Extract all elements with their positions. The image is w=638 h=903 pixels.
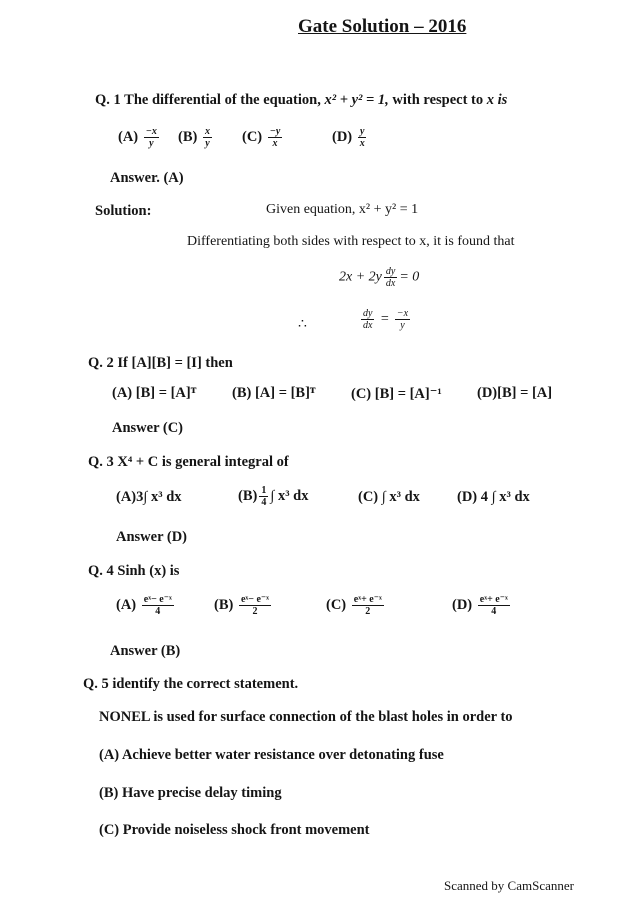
scanner-watermark: Scanned by CamScanner [444, 878, 574, 893]
q4-question: Q. 4 Sinh (x) is [88, 563, 180, 579]
q1-prefix: Q. 1 [95, 92, 121, 108]
q1-option-a [118, 126, 161, 149]
q4-option-a-num: eˣ− e⁻ˣ [143, 594, 172, 605]
q1-option-a-den: y [149, 138, 154, 149]
q4-option-d-den: 4 [491, 606, 497, 617]
eq2-den: dx [385, 278, 396, 289]
q4-option-c-den: 2 [365, 606, 371, 617]
q3-option-a: (A)3∫ x³ dx [116, 489, 182, 505]
eq3-equals: = [379, 311, 390, 327]
solution-equation-3 [359, 308, 412, 331]
q3-option-b-num: 1 [261, 485, 267, 496]
q1-option-b [178, 126, 214, 149]
q3-option-b-integral: ∫ x³ dx [270, 487, 309, 504]
q1-option-b-label: (B) [178, 128, 198, 145]
q4-option-b-den: 2 [252, 606, 258, 617]
solution-label: Solution: [95, 203, 152, 219]
q3-option-b-den: 4 [261, 497, 267, 508]
q3-option-c: (C) ∫ x³ dx [358, 489, 420, 505]
q3-option-b-label: (B) [238, 487, 258, 504]
q4-option-b-num: eˣ− e⁻ˣ [240, 594, 270, 605]
q5-option-c: (C) Provide noiseless shock front movement [99, 822, 370, 838]
q4-option-c-num: eˣ+ e⁻ˣ [353, 594, 382, 605]
q2-question: Q. 2 If [A][B] = [I] then [88, 355, 233, 371]
q3-option-d: (D) 4 ∫ x³ dx [457, 489, 530, 505]
q4-option-c [326, 594, 386, 617]
eq2-num: dy [385, 266, 396, 277]
q1-option-c-den: x [272, 138, 278, 149]
q4-option-d [452, 594, 512, 617]
q4-answer: Answer (B) [110, 643, 181, 659]
q4-option-b [214, 594, 273, 617]
q1-text-after: with respect to [392, 92, 484, 108]
q2-answer: Answer (C) [112, 420, 184, 436]
solution-given: Given equation, x² + y² = 1 [266, 202, 419, 217]
q3-question: Q. 3 X⁴ + C is general integral of [88, 454, 289, 470]
q5-option-a: (A) Achieve better water resistance over detonating fuse [99, 747, 444, 763]
q1-option-b-den: y [205, 138, 210, 149]
eq3-num: dy [363, 308, 373, 319]
q1-option-c-label: (C) [242, 128, 263, 145]
eq2-right: = 0 [399, 269, 420, 285]
q4-option-a-label: (A) [116, 596, 137, 613]
q1-option-c-num: −y [269, 126, 281, 137]
q1-option-a-num: −x [145, 126, 157, 137]
eq3-rden: y [400, 320, 405, 331]
q3-option-b [238, 485, 308, 508]
q1-option-d-label: (D) [332, 128, 353, 145]
q3-answer: Answer (D) [116, 529, 188, 545]
q2-option-c: (C) [B] = [A]⁻¹ [351, 386, 442, 402]
q1-text-before: The differential of the equation, [124, 92, 321, 108]
solution-equation-2 [339, 266, 419, 289]
q1-option-c [242, 126, 284, 149]
q2-option-d: (D)[B] = [A] [477, 385, 553, 401]
therefore-symbol: ∴ [298, 317, 307, 332]
q4-option-a-den: 4 [155, 606, 161, 617]
q5-option-b: (B) Have precise delay timing [99, 785, 282, 801]
q1-option-d-den: x [359, 138, 365, 149]
solution-differentiating: Differentiating both sides with respect to x, it is found that [187, 234, 515, 249]
q1-option-d [332, 126, 369, 149]
q4-option-a [116, 594, 176, 617]
eq3-den: dx [363, 320, 373, 331]
q4-option-b-label: (B) [214, 596, 234, 613]
q1-answer: Answer. (A) [110, 170, 184, 186]
q2-option-a: (A) [B] = [A]ᵀ [112, 385, 197, 401]
q2-option-b: (B) [A] = [B]ᵀ [232, 385, 316, 401]
q1-question [95, 92, 507, 109]
eq3-rnum: −x [396, 308, 409, 319]
q5-question: Q. 5 identify the correct statement. [83, 676, 299, 692]
q1-var: x is [486, 92, 508, 108]
q1-option-d-num: y [360, 126, 365, 137]
page-title: Gate Solution – 2016 [298, 16, 467, 37]
q4-option-d-num: eˣ+ e⁻ˣ [479, 594, 508, 605]
eq2-left: 2x + 2y [339, 269, 382, 285]
q1-equation: x² + y² = 1, [324, 92, 389, 108]
q5-stem: NONEL is used for surface connection of the blast holes in order to [99, 709, 513, 725]
q4-option-c-label: (C) [326, 596, 347, 613]
q4-option-d-label: (D) [452, 596, 473, 613]
q1-option-a-label: (A) [118, 128, 139, 145]
q1-option-b-num: x [204, 126, 210, 137]
